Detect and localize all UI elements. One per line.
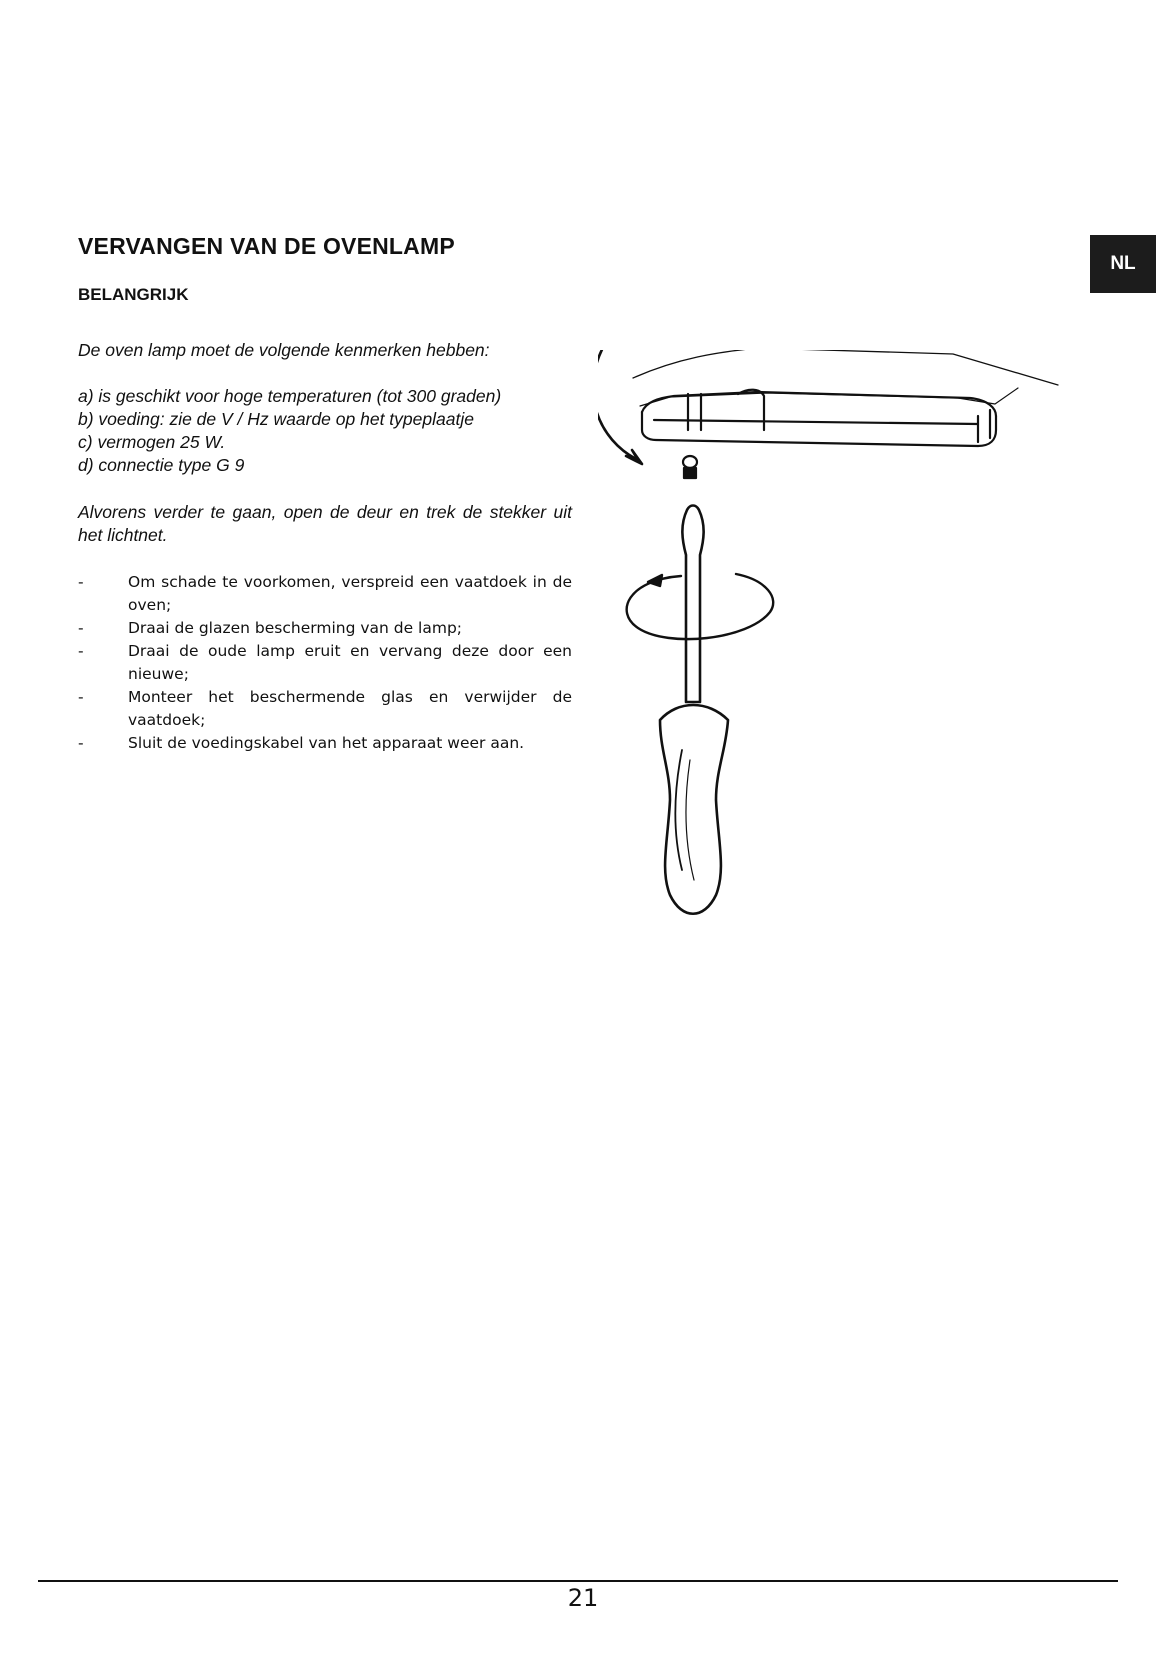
rotation-arrow-drawing (598, 350, 642, 464)
list-dash: - (78, 688, 84, 706)
screwdriver-drawing (660, 506, 728, 914)
lamp-specs (78, 385, 572, 477)
list-dash: - (78, 619, 84, 637)
language-tab: NL (1090, 235, 1156, 293)
list-item (78, 732, 572, 755)
page-title: VERVANGEN VAN DE OVENLAMP (78, 233, 455, 259)
lamp-cover-drawing (642, 390, 996, 446)
list-item (78, 571, 572, 617)
oven-ceiling-drawing (633, 350, 1058, 406)
footer-divider (38, 1580, 1118, 1582)
page-number: 21 (567, 1584, 599, 1612)
step-text: Sluit de voedingskabel van het apparaat weer aan. (128, 734, 525, 752)
spec-item: a) is geschikt voor hoge temperaturen (tot 300 graden) (78, 386, 502, 406)
steps-list (78, 571, 572, 755)
spec-item: d) connectie type G 9 (78, 455, 245, 475)
warning-text: Alvorens verder te gaan, open de deur en trek de stekker uit het lichtnet. (78, 502, 572, 545)
lamp-bulb-drawing (683, 456, 697, 478)
spec-item: c) vermogen 25 W. (78, 432, 226, 452)
list-dash: - (78, 734, 84, 752)
step-text: Monteer het beschermende glas en verwijder de vaatdoek; (128, 688, 572, 729)
intro-text: De oven lamp moet de volgende kenmerken hebben: (78, 340, 490, 360)
list-item (78, 686, 572, 732)
list-item (78, 640, 572, 686)
list-dash: - (78, 642, 84, 660)
step-text: Om schade te voorkomen, verspreid een vaatdoek in de oven; (128, 573, 572, 614)
step-text: Draai de oude lamp eruit en vervang deze door een nieuwe; (128, 642, 572, 683)
lamp-replacement-illustration (598, 350, 1078, 960)
step-text: Draai de glazen bescherming van de lamp; (128, 619, 463, 637)
section-subtitle: BELANGRIJK (78, 285, 189, 304)
list-item (78, 617, 572, 640)
list-dash: - (78, 573, 84, 591)
spec-item: b) voeding: zie de V / Hz waarde op het typeplaatje (78, 409, 474, 429)
